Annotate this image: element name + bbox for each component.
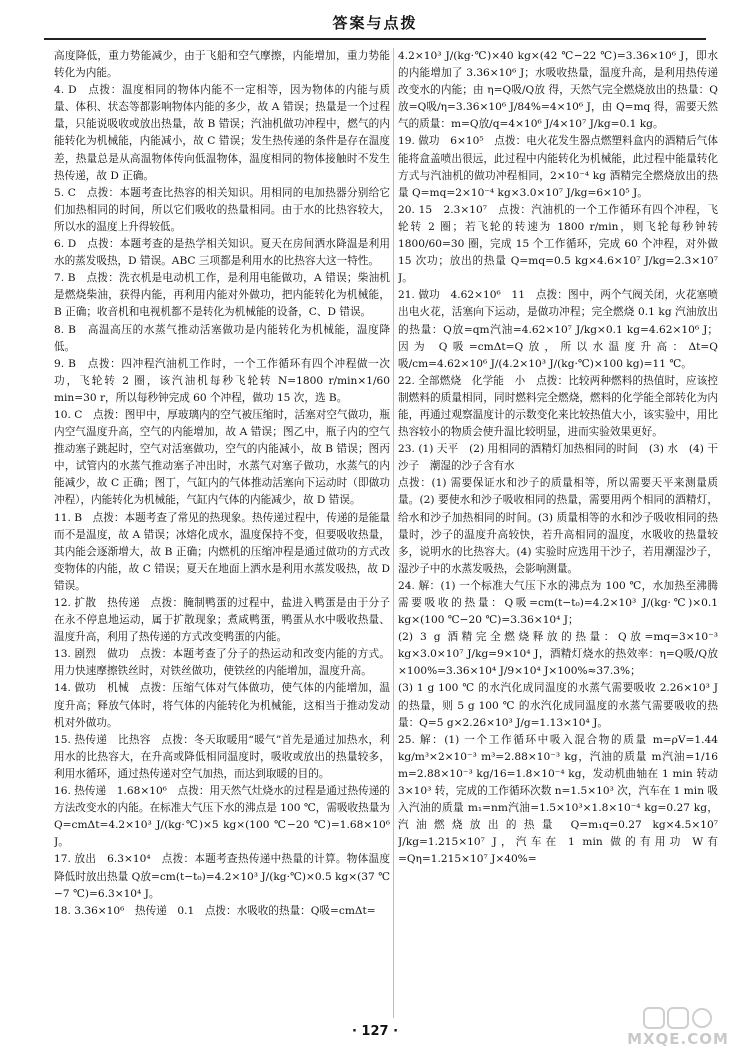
answer-item: 22. 全部燃烧 化学能 小 点拨：比较两种燃料的热值时，应该控制燃料的质量相同，同时燃料完全燃烧，燃料的化学能全部转化为内能，再通过观察温度计的示数变化来比较热值大小，该实验中，用比热容较小的物质会使升温比较明显，进而实验效果更好。 <box>398 374 718 439</box>
answer-item: 高度降低，重力势能减少，由于飞船和空气摩擦，内能增加，重力势能转化为内能。 <box>54 50 390 80</box>
header-rule <box>44 38 706 40</box>
answer-item: 13. 剧烈 做功 点拨：本题考查了分子的热运动和改变内能的方式。用力快速摩擦铁丝时，对铁丝做功，使铁丝的内能增加，温度升高。 <box>54 648 390 678</box>
page-number: · 127 · <box>351 1024 399 1039</box>
page-title: 答案与点拨 <box>332 14 418 32</box>
answer-item: 25. 解：(1) 一个工作循环中吸入混合物的质量 m=ρV=1.44 kg/m³×2×10⁻³ m³=2.88×10⁻³ kg，汽油的质量 m汽油=1/16 m=2.88×10⁻³ kg/16=1.8×10⁻⁴ kg，发动机曲轴在 1 min 转动 3×10³ 转，完成的工作循环次数 n=1.5×10³ 次，汽车在 1 min 吸入汽油的质量 m₁=nm汽油=1.5×10³×1.8×10⁻⁴ kg=0.27 kg，汽油燃烧放出的热量 Q=m₁q=0.27 kg×4.5×10⁷ J/kg=1.215×10⁷ J，汽车在 1 min 做的有用功 W有=Qη=1.215×10⁷ J×40%= <box>398 733 718 866</box>
answer-item: 19. 做功 6×10⁵ 点拨：电火花发生器点燃塑料盒内的酒精后气体能将盒盖喷出很远，此过程中内能转化为机械能，此过程中能量转化方式与汽油机的做功冲程相同，2×10⁻⁴ kg 酒精完全燃烧放出的热量 Q=mq=2×10⁻⁴ kg×3.0×10⁷ J/kg=6×10⁵ J。 <box>398 135 718 199</box>
answer-item: (2) 3 g 酒精完全燃烧释放的热量：Q放=mq=3×10⁻³ kg×3.0×10⁷ J/kg=9×10⁴ J，酒精灯烧水的热效率：η=Q吸/Q放×100%=3.36×10⁴ J/9×10⁴ J×100%≈37.3%； <box>398 631 718 678</box>
answer-item: (3) 1 g 100 ℃ 的水汽化成同温度的水蒸气需要吸收 2.26×10³ J 的热量，则 5 g 100 ℃ 的水汽化成同温度的水蒸气需要吸收的热量：Q=5 g×2.26×10³ J/g=1.13×10⁴ J。 <box>398 682 718 729</box>
answer-item: 23. (1) 天平 (2) 用相同的酒精灯加热相同的时间 (3) 水 (4) 干沙子 潮湿的沙子含有水 <box>398 443 718 473</box>
answer-item: 20. 15 2.3×10⁷ 点拨：汽油机的一个工作循环有四个冲程，飞轮转 2 圈；若飞轮的转速为 1800 r/min，则飞轮每秒钟转 1800/60=30 圈，完成 15 个工作循环，完成 60 个冲程，对外做 15 次功；放出的热量 Q=mq=0.5 kg×4.6×10⁷ J/kg=2.3×10⁷ J。 <box>398 203 718 285</box>
answer-item: 15. 热传递 比热容 点拨：冬天取暖用“暖气”首先是通过加热水，利用水的比热容大，在升高或降低相同温度时，吸收或放出的热量较多，利用水循环，通过热传递对空气加热，而达到取暖的目的。 <box>54 733 390 780</box>
answer-item: 12. 扩散 热传递 点拨：腌制鸭蛋的过程中，盐进入鸭蛋是由于分子在永不停息地运动，属于扩散现象；煮咸鸭蛋，鸭蛋从水中吸收热量、温度升高，利用了热传递的方式改变鸭蛋的内能。 <box>54 597 390 644</box>
answer-item: 24. 解：(1) 一个标准大气压下水的沸点为 100 ℃，水加热至沸腾需要吸收的热量：Q吸=cm(t−t₀)=4.2×10³ J/(kg·℃)×0.1 kg×(100 ℃−20 ℃)=3.36×10⁴ J； <box>398 579 718 627</box>
right-column <box>398 48 718 1018</box>
answer-item: 7. B 点拨：洗衣机是电动机工作，是利用电能做功，A 错误；柴油机是燃烧柴油，获得内能，再利用内能对外做功，把内能转化为机械能，B 正确；收音机和电视机都不是转化为机械能的设备，C、D 错误。 <box>54 272 390 319</box>
answer-item: 18. 3.36×10⁶ 热传递 0.1 点拨：水吸收的热量：Q吸=cmΔt= <box>54 904 376 917</box>
answer-item: 4. D 点拨：温度相同的物体内能不一定相等，因为物体的内能与质量、体积、状态等都影响物体内能的多少，故 A 错误；热量是一个过程量，只能说吸收或放出热量，故 B 错误；汽油机做功冲程中，燃气的内能转化为机械能，内能减小，故 C 错误；发生热传递的条件是存在温度差，热量总是从高温物体传向低温物体，温度相同的物体接触时不发生热传递，故 D 正确。 <box>54 84 390 182</box>
column-divider <box>393 48 394 1018</box>
answer-item: 21. 做功 4.62×10⁶ 11 点拨：图中，两个气阀关闭，火花塞喷出电火花，活塞向下运动，是做功冲程；完全燃烧 0.1 kg 汽油放出的热量：Q放=qm汽油=4.62×10⁷ J/kg×0.1 kg=4.62×10⁶ J；因为 Q吸=cmΔt=Q放，所以水温度升高：Δt=Q吸/cm=4.62×10⁶ J/(4.2×10³ J/(kg·℃)×100 kg)=11 ℃。 <box>398 289 718 370</box>
watermark-logo-icon <box>642 1006 714 1032</box>
answer-item: 6. D 点拨：本题考查的是热学相关知识。夏天在房间洒水降温是利用水的蒸发吸热，D 错误。ABC 三项都是利用水的比热容大这一特性。 <box>54 238 390 268</box>
answer-item: 11. B 点拨：本题考查了常见的热现象。热传递过程中，传递的是能量而不是温度，故 A 错误；冰熔化成水，温度保持不变，但要吸收热量，其内能会逐渐增大，故 B 正确；内燃机的压缩冲程是通过做功的方式改变物体的内能，故 C 错误；夏天在地面上洒水是利用水蒸发吸热，故 D 错误。 <box>54 511 390 592</box>
answer-item: 17. 放出 6.3×10⁴ 点拨：本题考查热传递中热量的计算。物体温度降低时放出热量 Q放=cm(t−t₀)=4.2×10³ J/(kg·℃)×0.5 kg×(37 ℃−7 ℃)=6.3×10⁴ J。 <box>54 853 390 900</box>
answer-item: 14. 做功 机械 点拨：压缩气体对气体做功，使气体的内能增加，温度升高；释放气体时，将气体的内能转化为机械能，这相当于推动发动机对外做功。 <box>54 682 390 729</box>
site-watermark <box>618 1006 738 1050</box>
left-column <box>54 48 390 1018</box>
answer-item: 9. B 点拨：四冲程汽油机工作时，一个工作循环有四个冲程做一次功，飞轮转 2 圈，该汽油机每秒飞轮转 N=1800 r/min×1/60 min=30 r，所以每秒钟完成 60 个冲程，做功 15 次，选 B。 <box>54 357 390 404</box>
page-header <box>0 0 750 44</box>
answer-item: 10. C 点拨：图甲中，厚玻璃内的空气被压缩时，活塞对空气做功，瓶内空气温度升高，空气的内能增加，故 A 错误；图乙中，瓶子内的空气推动塞子跳起时，空气对活塞做功，空气的内能减小，故 B 错误；图丙中，试管内的水蒸气推动塞子冲出时，水蒸气对塞子做功，水蒸气的内能减少，故 C 正确；图丁，气缸内的气体推动活塞向下运动时（即做功冲程），内能转化为机械能，气缸内气体的内能减少，故 D 错误。 <box>54 408 390 507</box>
answer-item: 5. C 点拨：本题考查比热容的相关知识。用相同的电加热器分别给它们加热相同的时间，所以它们吸收的热量相同。由于水的比热容较大，所以水的温度上升得较低。 <box>54 186 390 233</box>
answer-item: 8. B 高温高压的水蒸气推动活塞做功是内能转化为机械能，温度降低。 <box>54 323 390 353</box>
answer-item: 16. 热传递 1.68×10⁶ 点拨：用天然气灶烧水的过程是通过热传递的方法改变水的内能。在标准大气压下水的沸点是 100 ℃，需吸收热量为 Q=cmΔt=4.2×10³ J/(kg·℃)×5 kg×(100 ℃−20 ℃)=1.68×10⁶ J。 <box>54 785 390 849</box>
answer-item: 点拨：(1) 需要保证水和沙子的质量相等，所以需要天平来测量质量。(2) 要使水和沙子吸收相同的热量，需要用两个相同的酒精灯，给水和沙子加热相同的时间。(3) 质量相等的水和沙子吸收相同的热量时，沙子的温度升高较快，若升高相同的温度，水吸收的热量较多，说明水的比热容大。(4) 实验时应选用干沙子，若用潮湿沙子，湿沙子中的水蒸发吸热，会影响测量。 <box>398 477 718 575</box>
watermark-text: MXQE.COM <box>627 1030 729 1048</box>
answer-item: 4.2×10³ J/(kg·℃)×40 kg×(42 ℃−22 ℃)=3.36×10⁶ J，即水的内能增加了 3.36×10⁶ J；水吸收热量，温度升高，是利用热传递改变水的内能；由 η=Q吸/Q放 得，天然气完全燃烧放出的热量：Q放=Q吸/η=3.36×10⁶ J/84%=4×10⁶ J，由 Q=mq 得，需要天然气的质量：m=Q放/q=4×10⁶ J/4×10⁷ J/kg=0.1 kg。 <box>398 50 718 131</box>
